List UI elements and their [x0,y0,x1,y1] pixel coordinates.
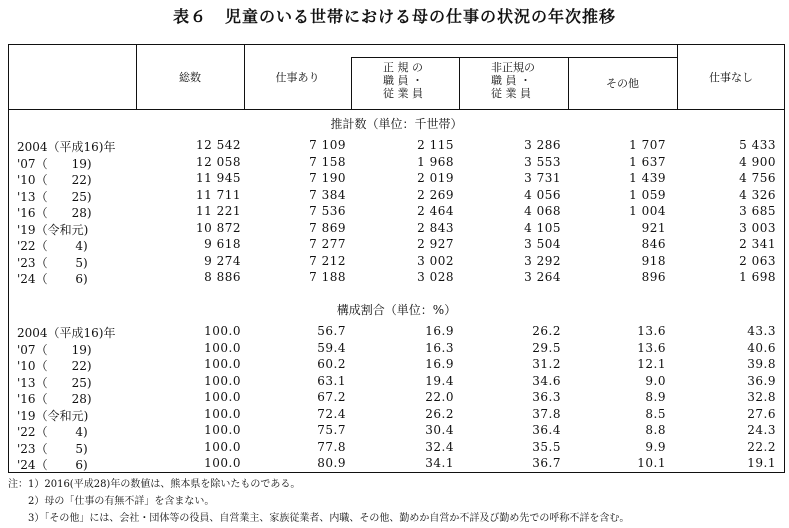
table-cell: 4 756 [739,171,776,185]
table-cell: 32.4 [425,439,454,454]
table-cell: 896 [641,270,666,284]
breakdown-line [351,57,677,58]
table-cell: 7 536 [309,204,346,218]
table-cell: 35.5 [532,439,561,454]
table-cell: 22.0 [425,390,454,404]
row-year: '19（令和元) [17,408,89,423]
table-cell: 59.4 [317,340,346,355]
table-cell: 26.2 [425,406,454,421]
table-cell: 846 [641,237,666,251]
data-table [8,44,785,473]
table-cell: 7 109 [309,138,346,152]
table-cell: 43.3 [747,324,776,338]
table-cell: 3 002 [417,253,454,268]
table-cell: 30.4 [425,423,454,437]
table-cell: 9 618 [204,237,241,251]
table-cell: 3 028 [417,270,454,284]
table-cell: 36.7 [532,456,561,470]
table-cell: 100.0 [204,373,241,388]
table-number: 表６ [172,7,207,26]
table-cell: 1 698 [739,270,776,284]
table-cell: 34.6 [532,373,561,388]
table-cell: 13.6 [637,340,666,355]
table-row [9,423,786,439]
header-other: その他 [606,77,639,90]
table-cell: 8.8 [645,423,666,437]
table-cell: 16.9 [425,324,454,338]
header-nonregular: 非正規の 職 員 ・ 従 業 員 [491,61,535,100]
table-cell: 7 188 [309,270,346,284]
table-cell: 8.9 [645,390,666,404]
table-cell: 10.1 [637,456,666,470]
table-cell: 1 439 [629,171,666,185]
table-cell: 3 003 [739,220,776,235]
table-cell: 4 068 [524,204,561,218]
table-cell: 7 869 [309,220,346,235]
header-total: 総数 [179,71,201,84]
table-cell: 37.8 [532,406,561,421]
table-cell: 16.9 [425,357,454,371]
table-cell: 2 115 [417,138,454,152]
table-cell: 100.0 [204,390,241,404]
table-cell: 34.1 [425,456,454,470]
section-ratios-label: 構成割合（単位：%） [336,303,457,317]
table-cell: 2 019 [417,171,454,185]
table-cell: 2 927 [417,237,454,251]
table-row [9,221,786,237]
row-year: 2004（平成16)年 [17,326,116,340]
table-row [9,171,786,187]
table-cell: 29.5 [532,340,561,355]
table-cell: 100.0 [204,357,241,371]
row-year: '13（ 25) [17,375,92,390]
row-year: '16（ 28) [17,206,92,220]
table-cell: 1 637 [629,154,666,169]
table-cell: 63.1 [317,373,346,388]
row-year: '07（ 19) [17,156,92,171]
table-cell: 12.1 [637,357,666,371]
table-row [9,357,786,373]
row-year: '10（ 22) [17,173,92,187]
table-cell: 75.7 [317,423,346,437]
table-row [9,254,786,270]
table-row [9,341,786,357]
table-cell: 22.2 [747,439,776,454]
footnote-3: 3）「その他」には、会社・団体等の役員、自営業主、家族従業者、内職、その他、勤めか自営か不詳及び勤め先での呼称不詳を含む。 [28,513,630,524]
table-cell: 4 105 [524,220,561,235]
table-cell: 100.0 [204,439,241,454]
table-cell: 67.2 [317,390,346,404]
table-cell: 100.0 [204,340,241,355]
table-cell: 36.9 [747,373,776,388]
footnotes [8,476,788,527]
table-row [9,374,786,390]
row-year: '24（ 6) [17,458,88,472]
table-cell: 2 341 [739,237,776,251]
row-year: '23（ 5) [17,255,88,270]
table-cell: 3 286 [524,138,561,152]
table-cell: 3 504 [524,237,561,251]
table-cell: 32.8 [747,390,776,404]
table-cell: 918 [641,253,666,268]
table-cell: 36.3 [532,390,561,404]
table-cell: 26.2 [532,324,561,338]
table-cell: 8 886 [204,270,241,284]
table-cell: 10 872 [196,220,241,235]
row-year: '16（ 28) [17,392,92,406]
table-cell: 19.4 [425,373,454,388]
table-cell: 921 [641,220,666,235]
table-row [9,138,786,154]
table-cell: 56.7 [317,324,346,338]
table-cell: 12 058 [196,154,241,169]
table-cell: 16.3 [425,340,454,355]
table-cell: 8.5 [645,406,666,421]
table-cell: 3 731 [524,171,561,185]
table-cell: 2 269 [417,187,454,202]
table-cell: 3 685 [739,204,776,218]
table-cell: 2 464 [417,204,454,218]
table-cell: 60.2 [317,357,346,371]
row-year: '19（令和元) [17,222,89,237]
table-cell: 19.1 [747,456,776,470]
table-title [0,4,789,27]
table-row [9,155,786,171]
table-cell: 31.2 [532,357,561,371]
table-row [9,188,786,204]
table-cell: 11 221 [196,204,241,218]
table-cell: 7 190 [309,171,346,185]
table-cell: 1 004 [629,204,666,218]
table-cell: 7 158 [309,154,346,169]
table-cell: 12 542 [196,138,241,152]
table-cell: 4 900 [739,154,776,169]
table-cell: 7 384 [309,187,346,202]
table-row [9,440,786,456]
header-regular: 正 規 の 職 員 ・ 従 業 員 [383,61,423,100]
table-cell: 3 292 [524,253,561,268]
table-title-text: 児童のいる世帯における母の仕事の状況の年次推移 [225,7,617,26]
header-divider [459,57,460,109]
table-cell: 77.8 [317,439,346,454]
table-cell: 36.4 [532,423,561,437]
table-row [9,237,786,253]
table-cell: 27.6 [747,406,776,421]
table-cell: 7 277 [309,237,346,251]
table-cell: 9.0 [645,373,666,388]
table-cell: 24.3 [747,423,776,437]
table-cell: 100.0 [204,324,241,338]
table-cell: 100.0 [204,456,241,470]
row-year: '10（ 22) [17,359,92,373]
section-counts-label: 推計数（単位：千世帯） [330,117,463,131]
table-row [9,407,786,423]
table-row [9,390,786,406]
table-cell: 9 274 [204,253,241,268]
row-year: '13（ 25) [17,189,92,204]
table-cell: 2 063 [739,253,776,268]
header-bottom-line [9,109,784,110]
header-divider [351,57,352,109]
table-row [9,204,786,220]
table-cell: 100.0 [204,423,241,437]
row-year: '23（ 5) [17,441,88,456]
table-cell: 9.9 [645,439,666,454]
row-year: '22（ 4) [17,239,88,253]
table-cell: 80.9 [317,456,346,470]
table-cell: 2 843 [417,220,454,235]
table-cell: 1 059 [629,187,666,202]
table-cell: 4 056 [524,187,561,202]
table-row [9,456,786,472]
table-cell: 5 433 [739,138,776,152]
table-cell: 40.6 [747,340,776,355]
footnote-1: 注：1）2016(平成28)年の数値は、熊本県を除いたものである。 [8,479,301,490]
table-cell: 100.0 [204,406,241,421]
footnote-2: 2）母の「仕事の有無不詳」を含まない。 [28,496,215,507]
header-employed: 仕事あり [275,71,320,84]
table-row [9,270,786,286]
table-cell: 1 968 [417,154,454,169]
table-cell: 3 553 [524,154,561,169]
row-year: 2004（平成16)年 [17,140,116,154]
table-cell: 13.6 [637,324,666,338]
table-cell: 7 212 [309,253,346,268]
table-row [9,324,786,340]
table-cell: 3 264 [524,270,561,284]
row-year: '07（ 19) [17,342,92,357]
table-cell: 11 711 [196,187,241,202]
header-unemployed: 仕事なし [709,71,753,84]
table-cell: 39.8 [747,357,776,371]
table-cell: 72.4 [317,406,346,421]
table-cell: 1 707 [629,138,666,152]
row-year: '22（ 4) [17,425,88,439]
table-cell: 4 326 [739,187,776,202]
table-cell: 11 945 [196,171,241,185]
row-year: '24（ 6) [17,272,88,286]
